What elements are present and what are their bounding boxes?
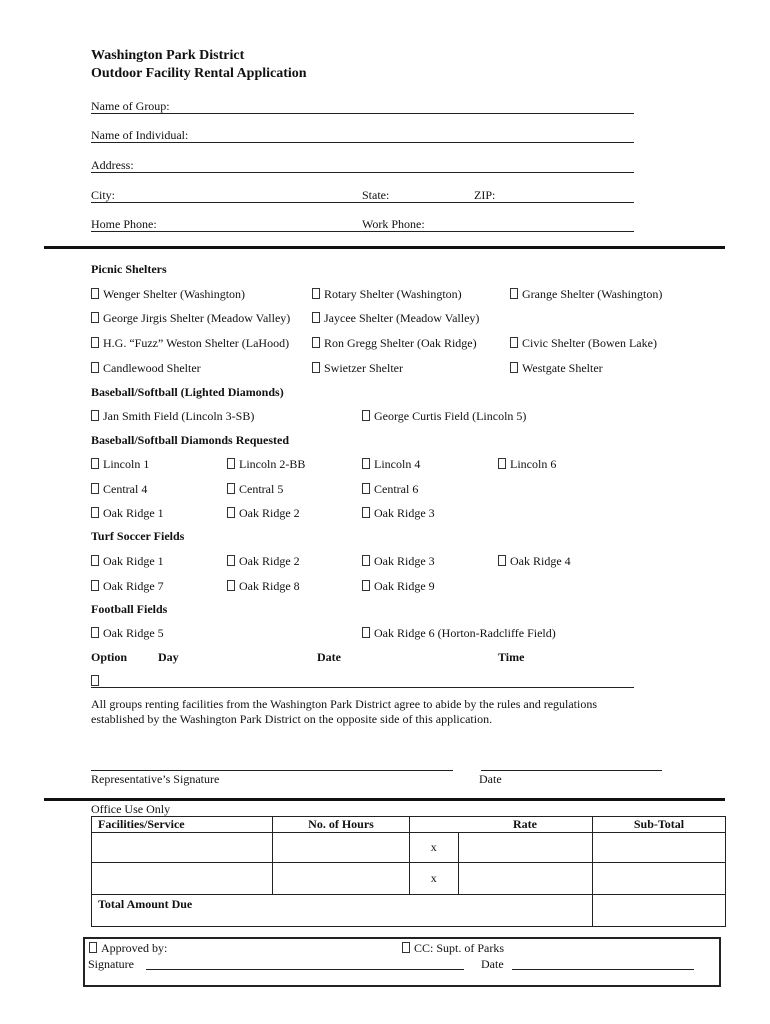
office-use-label: Office Use Only [91,802,171,816]
checkbox-icon [91,362,99,373]
form-subtitle: Outdoor Facility Rental Application [91,66,307,81]
checkbox-icon [227,507,235,518]
checkbox-icon [362,458,370,469]
checkbox-cc[interactable]: CC: Supt. of Parks [402,941,504,956]
checkbox-icon [312,312,320,323]
checkbox-icon [510,362,518,373]
checkbox-icon [312,288,320,299]
turf-heading: Turf Soccer Fields [91,529,185,543]
section-divider [44,246,725,249]
address-label: Address: [91,158,134,172]
checkbox-icon [498,555,506,566]
checkbox-turf-oak-ridge-4[interactable]: Oak Ridge 4 [498,554,571,569]
approval-date-line[interactable] [512,969,694,970]
checkbox-icon [227,555,235,566]
checkbox-icon [91,675,99,686]
checkbox-icon [91,410,99,421]
checkbox-icon [91,483,99,494]
total-label: Total Amount Due [92,895,593,927]
lighted-heading: Baseball/Softball (Lighted Diamonds) [91,385,284,399]
checkbox-icon [91,458,99,469]
checkbox-lincoln-1[interactable]: Lincoln 1 [91,457,149,472]
checkbox-icon [89,942,97,953]
checkbox-football-oak-ridge-6[interactable]: Oak Ridge 6 (Horton-Radcliffe Field) [362,626,556,641]
col-facilities: Facilities/Service [92,817,273,833]
phone-field-line[interactable] [91,231,634,232]
facilities-cell[interactable] [92,863,273,895]
agreement-line-2: established by the Washington Park District on the opposite side of this application. [91,712,493,726]
time-header: Time [498,650,525,664]
checkbox-diamond-oak-ridge-2[interactable]: Oak Ridge 2 [227,506,300,521]
checkbox-civic[interactable]: Civic Shelter (Bowen Lake) [510,336,657,351]
form-title: Washington Park District [91,48,245,63]
checkbox-lincoln-4[interactable]: Lincoln 4 [362,457,420,472]
approval-date-label: Date [481,957,504,971]
checkbox-turf-oak-ridge-8[interactable]: Oak Ridge 8 [227,579,300,594]
checkbox-george-curtis[interactable]: George Curtis Field (Lincoln 5) [362,409,526,424]
subtotal-cell[interactable] [593,863,726,895]
checkbox-football-oak-ridge-5[interactable]: Oak Ridge 5 [91,626,164,641]
option-header: Option [91,650,128,664]
work-phone-label: Work Phone: [362,217,425,231]
subtotal-cell[interactable] [593,833,726,863]
checkbox-lincoln-2bb[interactable]: Lincoln 2-BB [227,457,305,472]
checkbox-wenger[interactable]: Wenger Shelter (Washington) [91,287,245,302]
group-label: Name of Group: [91,99,170,113]
rep-signature-label: Representative’s Signature [91,772,220,786]
individual-field-line[interactable] [91,142,634,143]
checkbox-icon [91,312,99,323]
checkbox-central-6[interactable]: Central 6 [362,482,418,497]
table-row [92,863,726,895]
checkbox-icon [91,507,99,518]
group-field-line[interactable] [91,113,634,114]
picnic-heading: Picnic Shelters [91,262,167,276]
checkbox-grange[interactable]: Grange Shelter (Washington) [510,287,662,302]
office-divider [44,798,725,801]
date-header: Date [317,650,341,664]
checkbox-icon [510,288,518,299]
checkbox-lincoln-6[interactable]: Lincoln 6 [498,457,556,472]
checkbox-candlewood[interactable]: Candlewood Shelter [91,361,201,376]
hours-cell[interactable] [273,863,410,895]
checkbox-icon [91,288,99,299]
football-heading: Football Fields [91,602,168,616]
checkbox-icon [91,555,99,566]
checkbox-diamond-oak-ridge-1[interactable]: Oak Ridge 1 [91,506,164,521]
checkbox-icon [510,337,518,348]
times-symbol: x [410,863,459,895]
checkbox-turf-oak-ridge-1[interactable]: Oak Ridge 1 [91,554,164,569]
state-label: State: [362,188,390,202]
times-symbol: x [410,833,459,863]
checkbox-icon [91,337,99,348]
schedule-entry-line[interactable] [91,687,634,688]
checkbox-icon [362,483,370,494]
day-header: Day [158,650,179,664]
checkbox-jan-smith[interactable]: Jan Smith Field (Lincoln 3-SB) [91,409,254,424]
agreement-line-1: All groups renting facilities from the Washington Park District agree to abide by the rules and regulations [91,697,598,711]
rate-cell[interactable] [458,863,593,895]
checkbox-central-4[interactable]: Central 4 [91,482,147,497]
checkbox-icon [498,458,506,469]
checkbox-turf-oak-ridge-9[interactable]: Oak Ridge 9 [362,579,435,594]
signature-line[interactable] [91,770,453,771]
checkbox-icon [362,507,370,518]
checkbox-icon [362,627,370,638]
facilities-cell[interactable] [92,833,273,863]
approval-signature-label: Signature [88,957,134,971]
checkbox-icon [227,580,235,591]
city-label: City: [91,188,116,202]
approval-signature-line[interactable] [146,969,464,970]
checkbox-icon [362,410,370,421]
table-row [92,833,726,863]
home-phone-label: Home Phone: [91,217,157,231]
diamonds-heading: Baseball/Softball Diamonds Requested [91,433,290,447]
total-cell[interactable] [593,895,726,927]
col-rate: Rate [458,817,593,833]
checkbox-icon [91,627,99,638]
checkbox-diamond-oak-ridge-3[interactable]: Oak Ridge 3 [362,506,435,521]
checkbox-jaycee[interactable]: Jaycee Shelter (Meadow Valley) [312,311,479,326]
table-row [92,895,726,927]
checkbox-turf-oak-ridge-3[interactable]: Oak Ridge 3 [362,554,435,569]
rate-cell[interactable] [458,833,593,863]
checkbox-icon [312,337,320,348]
checkbox-icon [312,362,320,373]
checkbox-westgate[interactable]: Westgate Shelter [510,361,603,376]
zip-label: ZIP: [474,188,496,202]
checkbox-weston[interactable]: H.G. “Fuzz” Weston Shelter (LaHood) [91,336,289,351]
checkbox-turf-oak-ridge-2[interactable]: Oak Ridge 2 [227,554,300,569]
address-field-line[interactable] [91,172,634,173]
col-hours: No. of Hours [273,817,410,833]
checkbox-icon [91,580,99,591]
checkbox-swietzer[interactable]: Swietzer Shelter [312,361,403,376]
checkbox-ron-gregg[interactable]: Ron Gregg Shelter (Oak Ridge) [312,336,477,351]
checkbox-turf-oak-ridge-7[interactable]: Oak Ridge 7 [91,579,164,594]
signature-date-line[interactable] [481,770,662,771]
city-state-zip-line[interactable] [91,202,634,203]
hours-cell[interactable] [273,833,410,863]
col-subtotal: Sub-Total [593,817,726,833]
individual-label: Name of Individual: [91,128,189,142]
checkbox-central-5[interactable]: Central 5 [227,482,283,497]
signature-date-label: Date [479,772,502,786]
col-times [410,817,459,833]
checkbox-icon [362,555,370,566]
checkbox-rotary[interactable]: Rotary Shelter (Washington) [312,287,462,302]
office-table [91,816,726,927]
checkbox-icon [227,458,235,469]
checkbox-icon [362,580,370,591]
checkbox-icon [402,942,410,953]
checkbox-approved[interactable]: Approved by: [89,941,167,956]
checkbox-george-jirgis[interactable]: George Jirgis Shelter (Meadow Valley) [91,311,290,326]
checkbox-icon [227,483,235,494]
